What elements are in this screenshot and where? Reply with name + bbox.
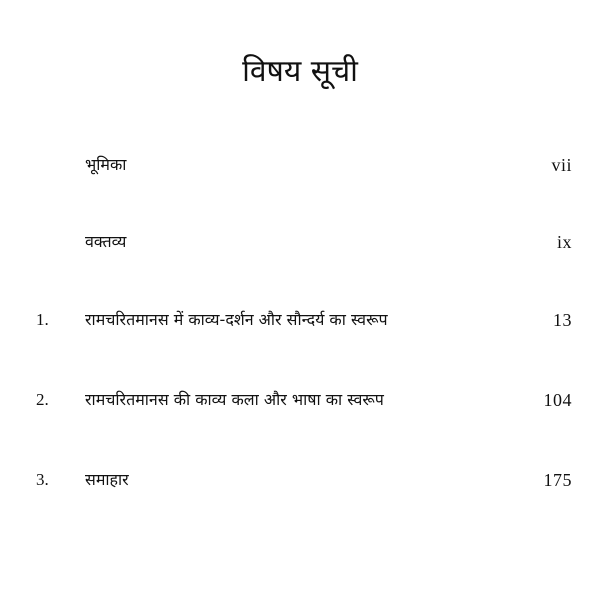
toc-entry-bhumika	[0, 150, 600, 180]
toc-entry-page: ix	[556, 232, 572, 252]
toc-entry-label: समाहार	[85, 470, 129, 489]
toc-entry-label: वक्तव्य	[85, 232, 127, 251]
toc-entry-label: रामचरितमानस में काव्य-दर्शन और सौन्दर्य का स्वरूप	[85, 310, 388, 329]
toc-entry-number: 2.	[36, 390, 49, 409]
toc-entry-page: 104	[543, 390, 572, 410]
toc-entry-vaktavya	[0, 227, 600, 257]
toc-entry-page: vii	[551, 155, 572, 175]
page-title: विषय सूची	[242, 54, 358, 89]
toc-entry-label: रामचरितमानस की काव्य कला और भाषा का स्वरूप	[85, 390, 384, 409]
toc-entry-number: 3.	[36, 470, 49, 489]
toc-entry-label: भूमिका	[85, 155, 127, 174]
toc-entry-chapter-1	[0, 305, 600, 335]
toc-entry-page: 13	[553, 310, 572, 330]
toc-entry-page: 175	[543, 470, 572, 490]
toc-entry-number: 1.	[36, 310, 49, 329]
toc-entry-chapter-2	[0, 385, 600, 415]
toc-entry-chapter-3	[0, 465, 600, 495]
